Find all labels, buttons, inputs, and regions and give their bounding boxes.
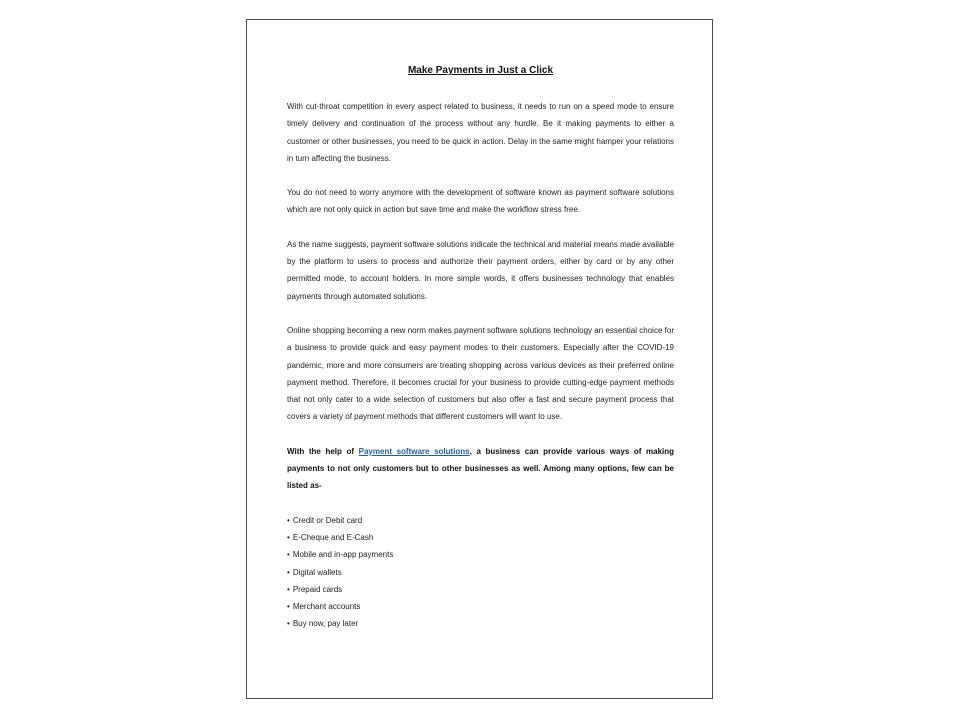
highlight-suffix: , a business can provide various ways of making payments to not only customers but to other businesses as well. Among many options, few can be listed as- bbox=[287, 446, 675, 491]
payment-software-link[interactable]: Payment software solutions bbox=[358, 446, 470, 456]
list-item bbox=[287, 615, 674, 632]
list-item-label: E-Cheque and E-Cash bbox=[292, 532, 374, 542]
list-item-label: Digital wallets bbox=[292, 567, 342, 577]
list-item-label: Buy now, pay later bbox=[292, 619, 359, 629]
paragraph-intro: With cut-throat competition in every aspect related to business, it needs to run on a speed mode to ensure timely delivery and continuation of the process without any hurdle. Be it making payments to either a customer or other businesses, you need to be quick in action. Delay in the same might hamper your relations in turn affecting the business. bbox=[287, 102, 674, 163]
bullet-icon: • bbox=[287, 532, 290, 542]
list-item bbox=[287, 529, 674, 546]
list-item bbox=[287, 598, 674, 615]
list-item-label: Prepaid cards bbox=[292, 584, 343, 594]
bullet-icon: • bbox=[287, 584, 290, 594]
bullet-icon: • bbox=[287, 602, 290, 612]
paragraph-highlight bbox=[287, 443, 674, 495]
bullet-icon: • bbox=[287, 567, 290, 577]
document-content bbox=[287, 64, 674, 633]
bullet-icon: • bbox=[287, 550, 290, 560]
paragraph-online-shopping: Online shopping becoming a new norm makes payment software solutions technology an essential choice for a business to provide quick and easy payment modes to their customers. Especially after the COVID-19 pandemic, more and more consumers are treating shopping across various devices as their preferred online payment method. Therefore, it becomes crucial for your business to provide cutting-edge payment methods that not only cater to a wide selection of customers but also offer a fast and secure payment process that covers a variety of payment methods that different customers will want to use. bbox=[287, 325, 674, 422]
bullet-icon: • bbox=[287, 515, 290, 525]
payment-options-list bbox=[287, 512, 674, 633]
document-page bbox=[246, 19, 713, 699]
paragraph-definition: As the name suggests, payment software solutions indicate the technical and material means made available by the platform to users to process and authorize their payment orders, either by card or by any other permitted mode, to account holders. In more simple words, it offers businesses technology that enables payments through automated solutions. bbox=[287, 239, 674, 301]
page-title: Make Payments in Just a Click bbox=[407, 65, 554, 76]
highlight-prefix: With the help of bbox=[287, 446, 359, 456]
list-item-label: Merchant accounts bbox=[292, 602, 361, 612]
list-item bbox=[287, 581, 674, 598]
list-item bbox=[287, 512, 674, 529]
paragraph-software: You do not need to worry anymore with the development of software known as payment software solutions which are not only quick in action but save time and make the workflow stress free. bbox=[287, 188, 674, 215]
list-item-label: Mobile and in-app payments bbox=[292, 550, 394, 560]
bullet-icon: • bbox=[287, 619, 290, 629]
list-item-label: Credit or Debit card bbox=[292, 515, 363, 525]
list-item bbox=[287, 564, 674, 581]
list-item bbox=[287, 546, 674, 563]
